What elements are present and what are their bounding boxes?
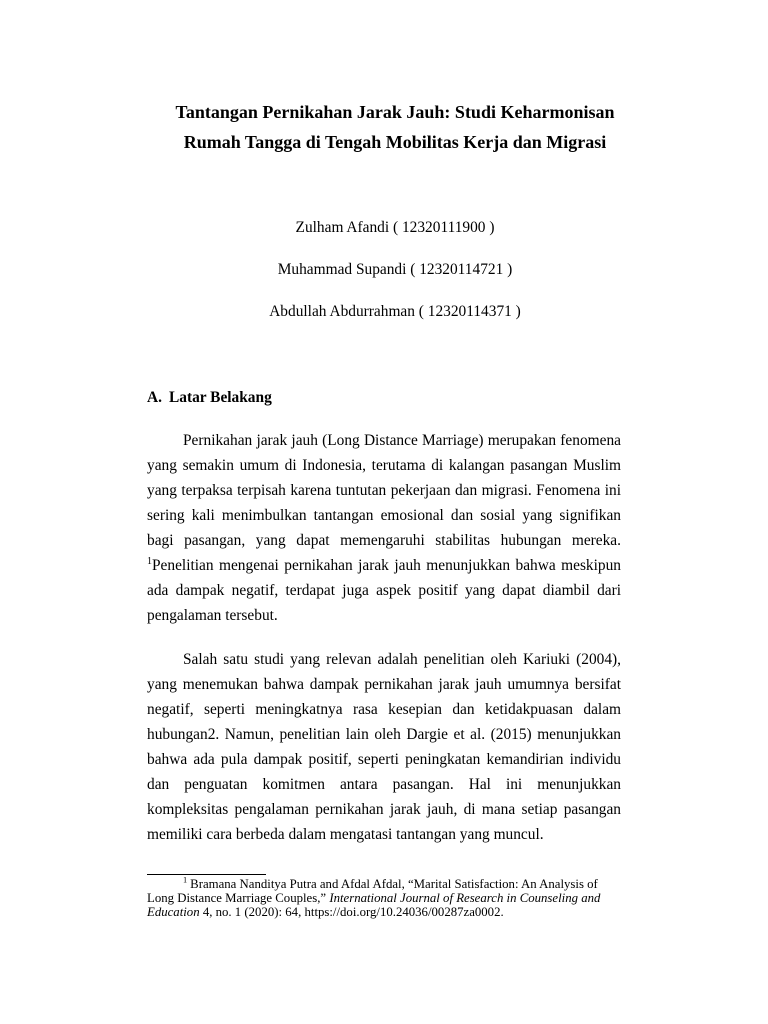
paper-title [169, 97, 621, 157]
footnote-line [147, 905, 621, 919]
section-heading [147, 385, 272, 410]
paragraph-line: yang semakin umum di Indonesia, terutama di kalangan pasangan Muslim [147, 456, 621, 474]
paragraph-line-text: Penelitian mengenai pernikahan jarak jauh menunjukkan bahwa meskipun [152, 556, 621, 574]
paper-title-line: Tantangan Pernikahan Jarak Jauh: Studi Keharmonisan [175, 102, 615, 122]
paragraph-line: pengalaman tersebut. [147, 607, 278, 625]
section-number: A. [147, 388, 162, 406]
paragraph-line: bagi pasangan, yang dapat memengaruhi stabilitas hubungan mereka. [147, 531, 621, 549]
author-name: Zulham Afandi ( 12320111900 ) [295, 219, 495, 236]
paragraph-line: ada dampak negatif, terdapat juga aspek positif yang dapat diambil dari [147, 582, 621, 600]
paragraph-line: sering kali menimbulkan tantangan emosional dan sosial yang signifikan [147, 506, 621, 524]
paragraph-line: hubungan2. Namun, penelitian lain oleh Dargie et al. (2015) menunjukkan [147, 725, 621, 743]
section-title: Latar Belakang [169, 388, 272, 406]
footnote-separator [147, 874, 266, 875]
footnote [147, 877, 621, 919]
body-paragraph [147, 428, 621, 629]
paragraph-line: yang terpaksa terpisah karena tuntutan pekerjaan dan migrasi. Fenomena ini [147, 481, 621, 499]
paragraph-line: Pernikahan jarak jauh (Long Distance Marriage) merupakan fenomena [183, 431, 621, 449]
footnote-marker: 1 [183, 876, 188, 886]
doi-link[interactable]: https://doi.org/10.24036/00287za0002 [304, 905, 501, 920]
footnote-citation-text: Bramana Nanditya Putra and Afdal Afdal, “Marital Satisfaction: An Analysis of [190, 877, 598, 892]
footnote-citation-details: 4, no. 1 (2020): 64, [202, 905, 302, 920]
footnote-end-punctuation: . [500, 905, 504, 920]
paragraph-line [147, 553, 621, 578]
footnote-journal-name: Education [147, 905, 200, 920]
paragraph-line: negatif, seperti meningkatnya rasa kesepian dan ketidakpuasan dalam [147, 700, 621, 718]
footnote-citation-text: Long Distance Marriage Couples,” [147, 891, 327, 906]
author-name: Abdullah Abdurrahman ( 12320114371 ) [269, 303, 521, 320]
paragraph-line: memiliki cara berbeda dalam mengatasi tantangan yang muncul. [147, 826, 544, 844]
paper-title-line: Rumah Tangga di Tengah Mobilitas Kerja dan Migrasi [183, 132, 607, 152]
footnote-line [147, 891, 621, 905]
footnote-line [147, 877, 621, 891]
author-list [169, 207, 621, 333]
paragraph-line: dan penguatan komitmen antara pasangan. Hal ini menunjukkan [147, 775, 621, 793]
paragraph-line: bahwa ada pula dampak positif, seperti peningkatan kemandirian individu [147, 750, 621, 768]
paragraph-line: kompleksitas pengalaman pernikahan jarak jauh, di mana setiap pasangan [147, 801, 621, 819]
body-paragraph [147, 647, 621, 848]
author-name: Muhammad Supandi ( 12320114721 ) [277, 261, 513, 278]
footnote-journal-name: International Journal of Research in Counseling and [329, 891, 601, 906]
footnote-reference: 1 [147, 555, 152, 567]
paragraph-line: yang menemukan bahwa dampak pernikahan jarak jauh umumnya bersifat [147, 675, 621, 693]
paragraph-line: Salah satu studi yang relevan adalah penelitian oleh Kariuki (2004), [183, 650, 621, 668]
